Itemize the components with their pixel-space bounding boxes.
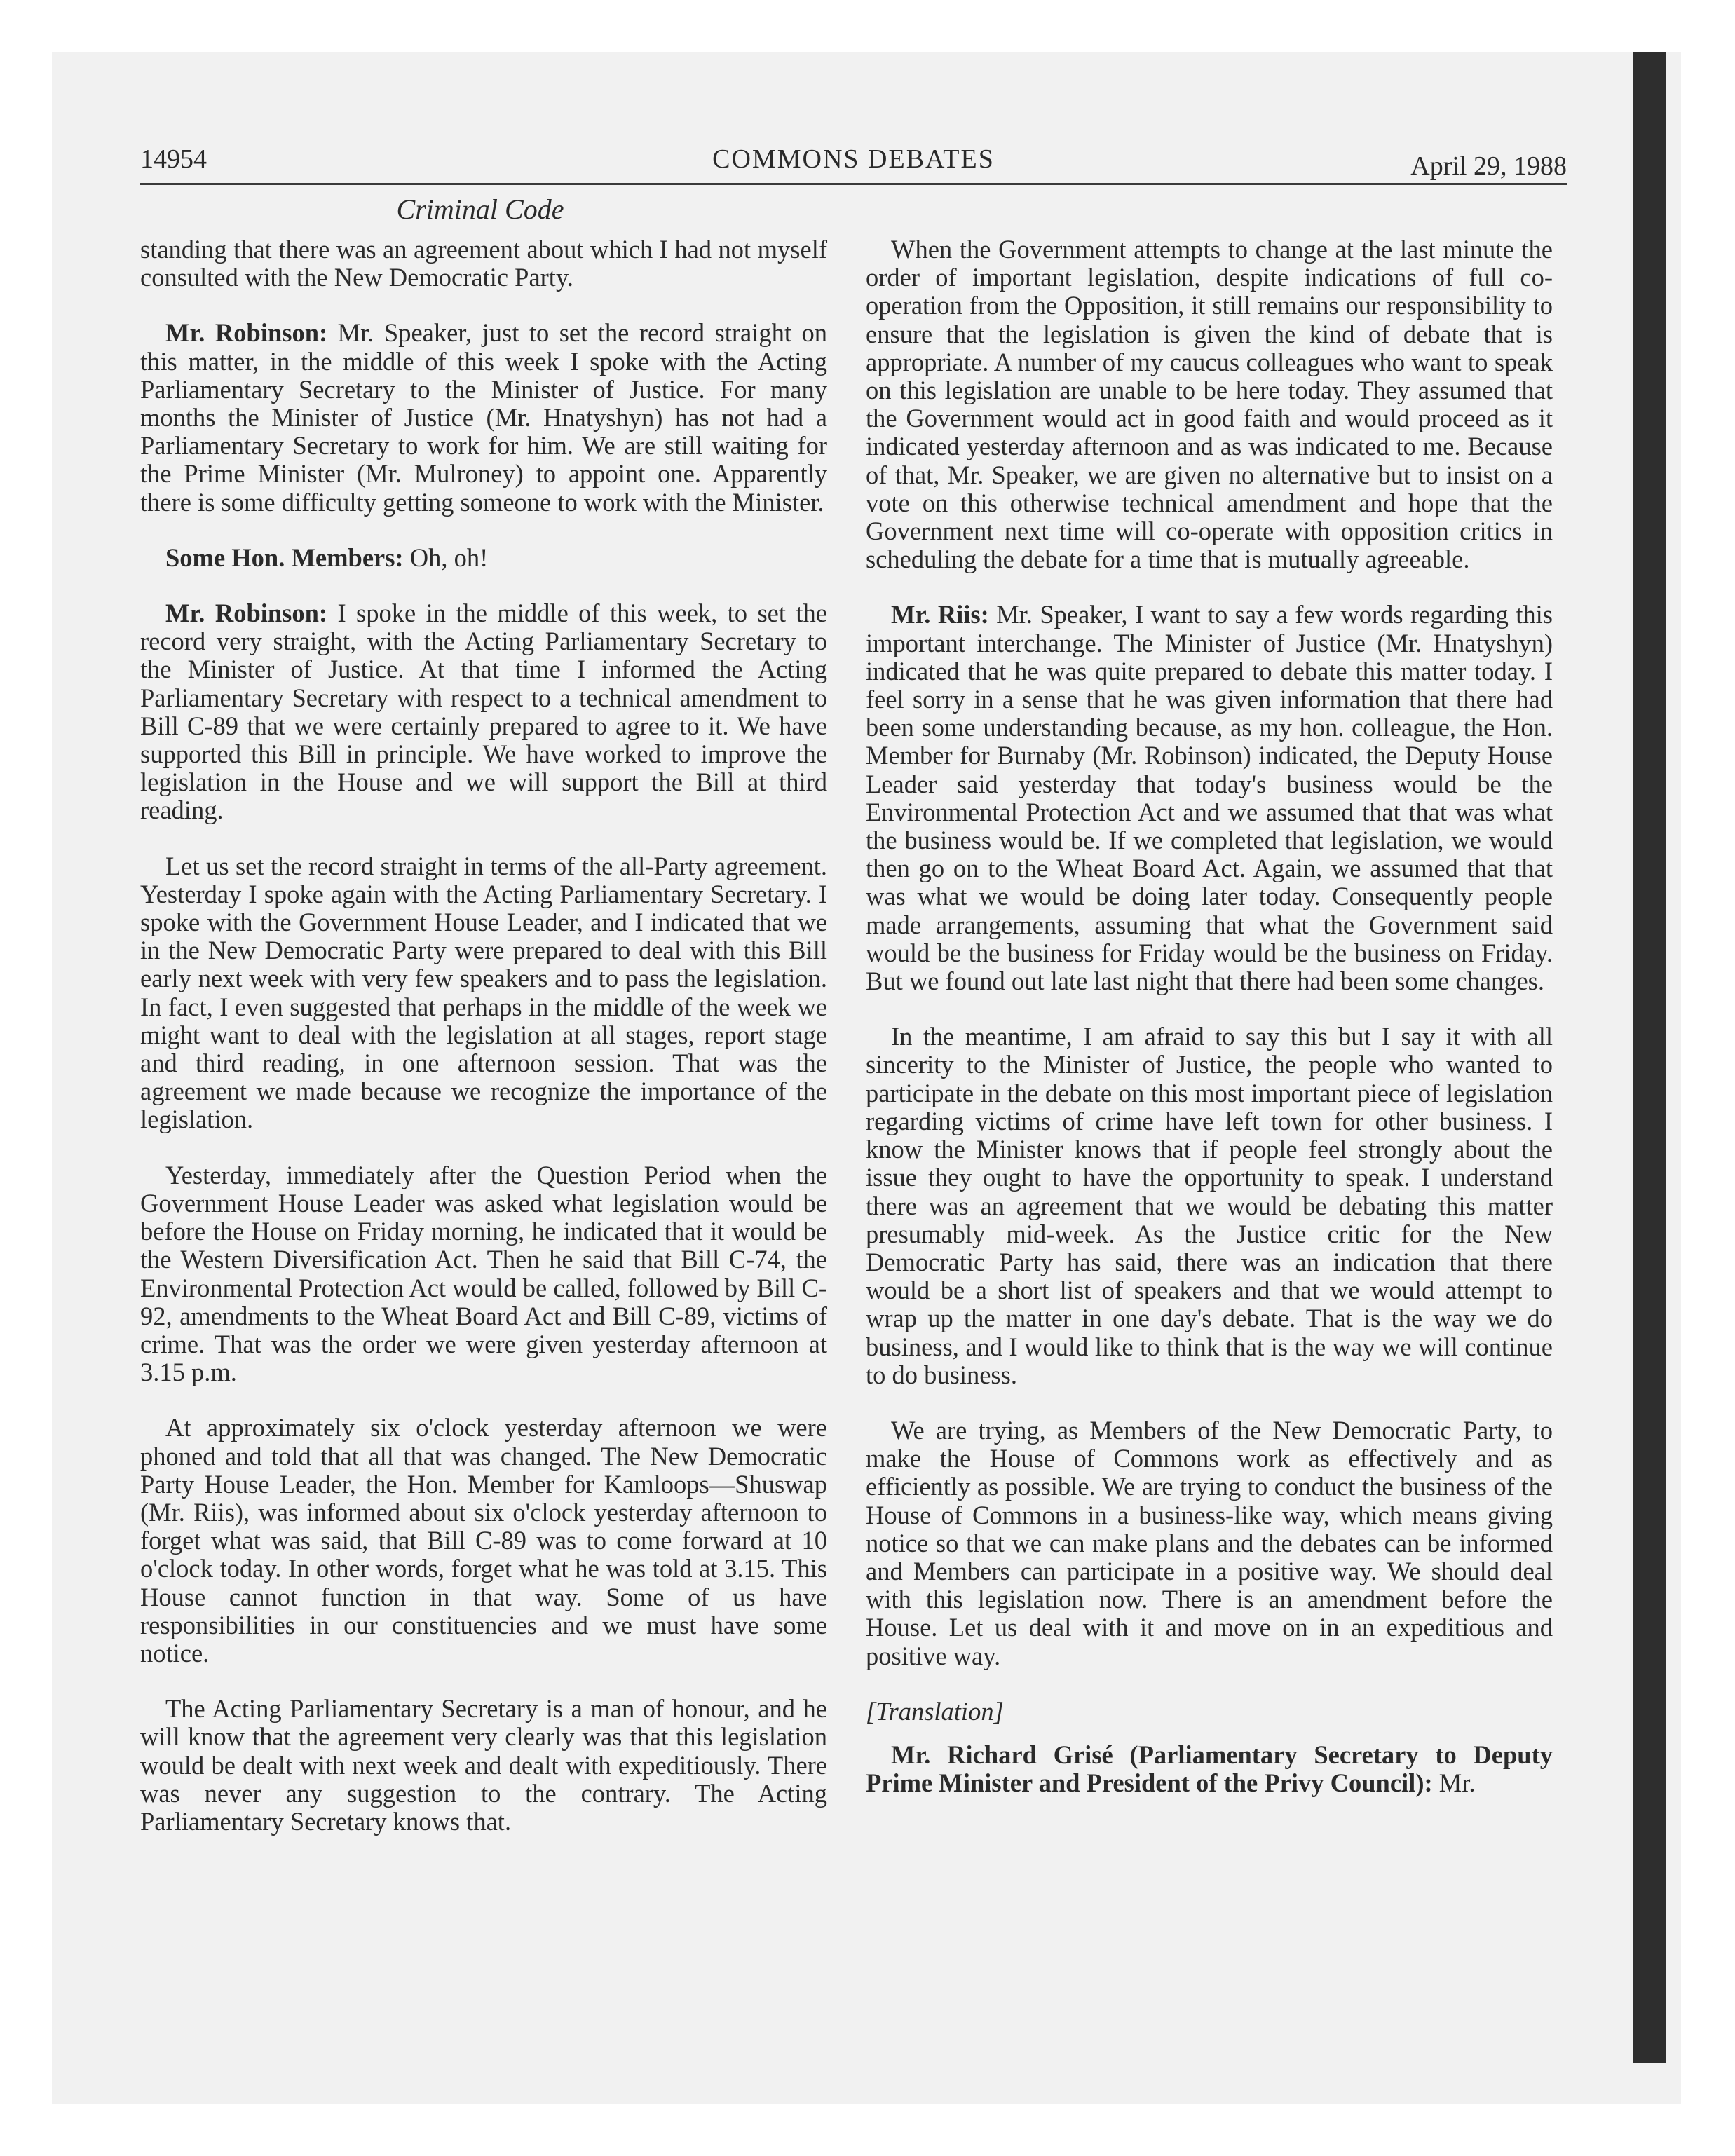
section-title: Criminal Code: [396, 193, 564, 225]
speech-paragraph: [866, 601, 1553, 995]
paragraph: In the meantime, I am afraid to say this but I say it with all sincerity to the Minister of Justice, the people who wanted to participate in the debate on this most important piece of legislation regarding victims of crime have left town for other business. I know the Minister knows that if people feel strongly about the issue they ought to have the opportunity to speak. I understand there was an agreement that we would be debating this matter presumably mid-week. As the Justice critic for the New Democratic Party has said, there was an indication that there would be a short list of speakers and that we would attempt to wrap up the matter in one day's debate. That is the way we do business, and I would like to think that is the way we will continue to do business.: [866, 1022, 1553, 1389]
speech-paragraph: [866, 1741, 1553, 1797]
left-column: [140, 236, 827, 1836]
page-header: [140, 144, 1567, 185]
speech-text: Mr.: [1432, 1768, 1476, 1798]
paragraph: The Acting Parliamentary Secretary is a man of honour, and he will know that the agreement very clearly was that this legislation would be dealt with next week and dealt with expeditiously. There was never any suggestion to the contrary. The Acting Parliamentary Secretary knows that.: [140, 1694, 827, 1836]
paragraph: Yesterday, immediately after the Question Period when the Government House Leader was asked what legislation would be before the House on Friday morning, he indicated that it would be the Western Diversification Act. Then he said that Bill C-74, the Environmental Protection Act would be called, followed by Bill C-92, amendments to the Wheat Board Act and Bill C-89, victims of crime. That was the order we were given yesterday afternoon at 3.15 p.m.: [140, 1160, 827, 1387]
page-number: 14954: [140, 144, 207, 174]
speech-paragraph: [140, 544, 827, 572]
right-column: [866, 236, 1553, 1797]
speaker-name: Mr. Riis:: [891, 600, 989, 629]
speech-text: I spoke in the middle of this week, to set the record very straight, with the Acting Parliamentary Secretary to the Minister of Justice. At that time I informed the Acting Parliamentary Secretary with respect to a technical amendment to Bill C-89 that we were certainly prepared to agree to it. We have supported this Bill in principle. We have worked to improve the legislation in the House and we will support the Bill at third reading.: [140, 599, 828, 825]
paragraph: When the Government attempts to change at the last minute the order of important legislation, despite indications of full co-operation from the Opposition, it still remains our responsibility to ensure that the legislation is given the kind of debate that is appropriate. A number of my caucus colleagues who want to speak on this legislation are unable to be here today. They assumed that the Government would act in good faith and would proceed as it indicated yesterday afternoon and as was indicated to me. Because of that, Mr. Speaker, we are given no alternative but to insist on a vote on this otherwise technical amendment and hope that the Government next time will co-operate with opposition critics in scheduling the debate for a time that is mutually agreeable.: [866, 235, 1553, 574]
page-date: April 29, 1988: [1410, 151, 1567, 181]
speaker-name: Mr. Robinson:: [165, 599, 328, 628]
paragraph: We are trying, as Members of the New Democratic Party, to make the House of Commons work as effectively and as efficiently as possible. We are trying to conduct the business of the House of Commons in a business-like way, which means giving notice so that we can make plans and the debates can be informed and Members can participate in a positive way. We should deal with this legislation now. There is an amendment before the House. Let us deal with it and move on in an expeditious and positive way.: [866, 1415, 1553, 1670]
speech-text: Mr. Speaker, just to set the record straight on this matter, in the middle of this week I spoke with the Acting Parliamentary Secretary to the Minister of Justice. For many months the Minister of Justice (Mr. Hnatyshyn) has not had a Parliamentary Secretary to work for him. We are still waiting for the Prime Minister (Mr. Mulroney) to appoint one. Apparently there is some difficulty getting someone to work with the Minister.: [140, 318, 827, 517]
speech-text: Mr. Speaker, I want to say a few words regarding this important interchange. The Minister of Justice (Mr. Hnatyshyn) indicated that he was quite prepared to debate this matter today. I feel sorry in a sense that he was given information that there had been some understanding because, as my hon. colleague, the Hon. Member for Burnaby (Mr. Robinson) indicated, the Deputy House Leader said yesterday that today's business would be the Environmental Protection Act and we assumed that that was what the business would be. If we completed that legislation, we would then go on to the Wheat Board Act. Again, we assumed that that was what we would be doing later today. Consequently people made arrangements, assuming that what the Government said would be the business for Friday would be the business on Friday. But we found out late last night that there had been some changes.: [866, 600, 1553, 996]
speech-paragraph: [140, 599, 827, 825]
paragraph: At approximately six o'clock yesterday afternoon we were phoned and told that all that was changed. The New Democratic Party House Leader, the Hon. Member for Kamloops—Shuswap (Mr. Riis), was informed about six o'clock yesterday afternoon to forget what was said, that Bill C-89 was to come forward at 10 o'clock today. In other words, forget what he was told at 3.15. This House cannot function in that way. Some of us have responsibilities in our constituencies and we must have some notice.: [140, 1413, 827, 1667]
speaker-name: Some Hon. Members:: [165, 543, 404, 572]
speech-paragraph: [140, 319, 827, 516]
speaker-name: Mr. Richard Grisé (Parliamentary Secretary to Deputy Prime Minister and President of the Privy Council):: [866, 1740, 1553, 1798]
scan-edge-shadow: [1633, 52, 1666, 2063]
translation-marker: [Translation]: [866, 1696, 1004, 1726]
speaker-name: Mr. Robinson:: [165, 318, 328, 348]
speech-text: Oh, oh!: [403, 543, 489, 572]
publication-title: COMMONS DEBATES: [712, 144, 995, 174]
paragraph: Let us set the record straight in terms of the all-Party agreement. Yesterday I spoke again with the Acting Parliamentary Secretary. I spoke with the Government House Leader, and I indicated that we in the New Democratic Party were prepared to deal with this Bill early next week with very few speakers and to pass the legislation. In fact, I even suggested that perhaps in the middle of the week we might want to deal with the legislation at all stages, report stage and third reading, in one afternoon session. That was the agreement we made because we recognize the importance of the legislation.: [140, 851, 827, 1134]
paragraph-continuation: standing that there was an agreement about which I had not myself consulted with the New Democratic Party.: [140, 235, 827, 292]
